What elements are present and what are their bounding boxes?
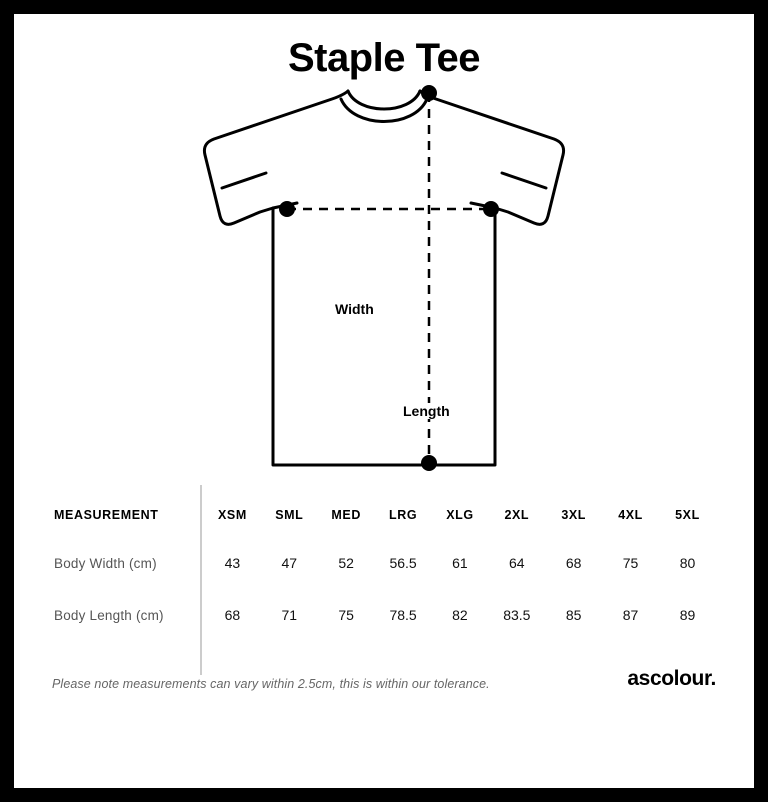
cell-value: 89	[679, 607, 696, 623]
width-label: Width	[330, 301, 379, 317]
cell-value: 82	[452, 607, 468, 623]
cell-value: 75	[338, 607, 354, 623]
cell-value: 52	[338, 555, 354, 571]
cell-value: 83.5	[503, 607, 531, 623]
cell-value: 56.5	[389, 555, 417, 571]
cell-value: 75	[622, 555, 639, 571]
cell-value: 85	[565, 607, 582, 623]
width-right-point	[483, 201, 499, 217]
column-header-size: 2XL	[504, 508, 530, 522]
cell-value: 68	[565, 555, 582, 571]
measurements-table	[52, 493, 716, 641]
column-header-size: MED	[331, 508, 361, 522]
row-label: Body Length (cm)	[54, 607, 164, 623]
column-header-size: 5XL	[675, 508, 700, 522]
cell-value: 64	[509, 555, 525, 571]
column-header-measurement: MEASUREMENT	[54, 508, 159, 522]
cell-value: 47	[281, 555, 298, 571]
brand-logo: ascolour.	[627, 667, 716, 690]
size-chart-page	[14, 14, 754, 788]
row-label: Body Width (cm)	[54, 555, 157, 571]
length-top-point	[421, 85, 437, 101]
footer	[52, 667, 716, 691]
width-left-point	[279, 201, 295, 217]
cell-value: 87	[622, 607, 639, 623]
column-header-size: 3XL	[561, 508, 587, 522]
table-row	[52, 537, 716, 589]
column-header-size: 4XL	[618, 508, 643, 522]
cell-value: 71	[281, 607, 298, 623]
cell-value: 78.5	[389, 607, 417, 623]
tshirt-illustration	[14, 85, 754, 485]
table-row	[52, 589, 716, 641]
tshirt-diagram	[14, 85, 754, 485]
column-header-size: LRG	[388, 508, 418, 522]
page-title: Staple Tee	[287, 36, 481, 80]
cell-value: 43	[224, 555, 241, 571]
length-bottom-point	[421, 455, 437, 471]
column-header-size: SML	[275, 508, 304, 522]
column-header-size: XLG	[446, 508, 474, 522]
length-label: Length	[398, 403, 455, 419]
column-header-size: XSM	[217, 508, 247, 522]
tolerance-note: Please note measurements can vary within 2.5cm, this is within our tolerance.	[52, 677, 490, 691]
cell-value: 68	[224, 607, 241, 623]
cell-value: 61	[452, 555, 468, 571]
table-header-row	[52, 493, 716, 537]
cell-value: 80	[679, 555, 696, 571]
table-divider	[200, 485, 202, 675]
measurements-table-wrap	[52, 485, 716, 641]
